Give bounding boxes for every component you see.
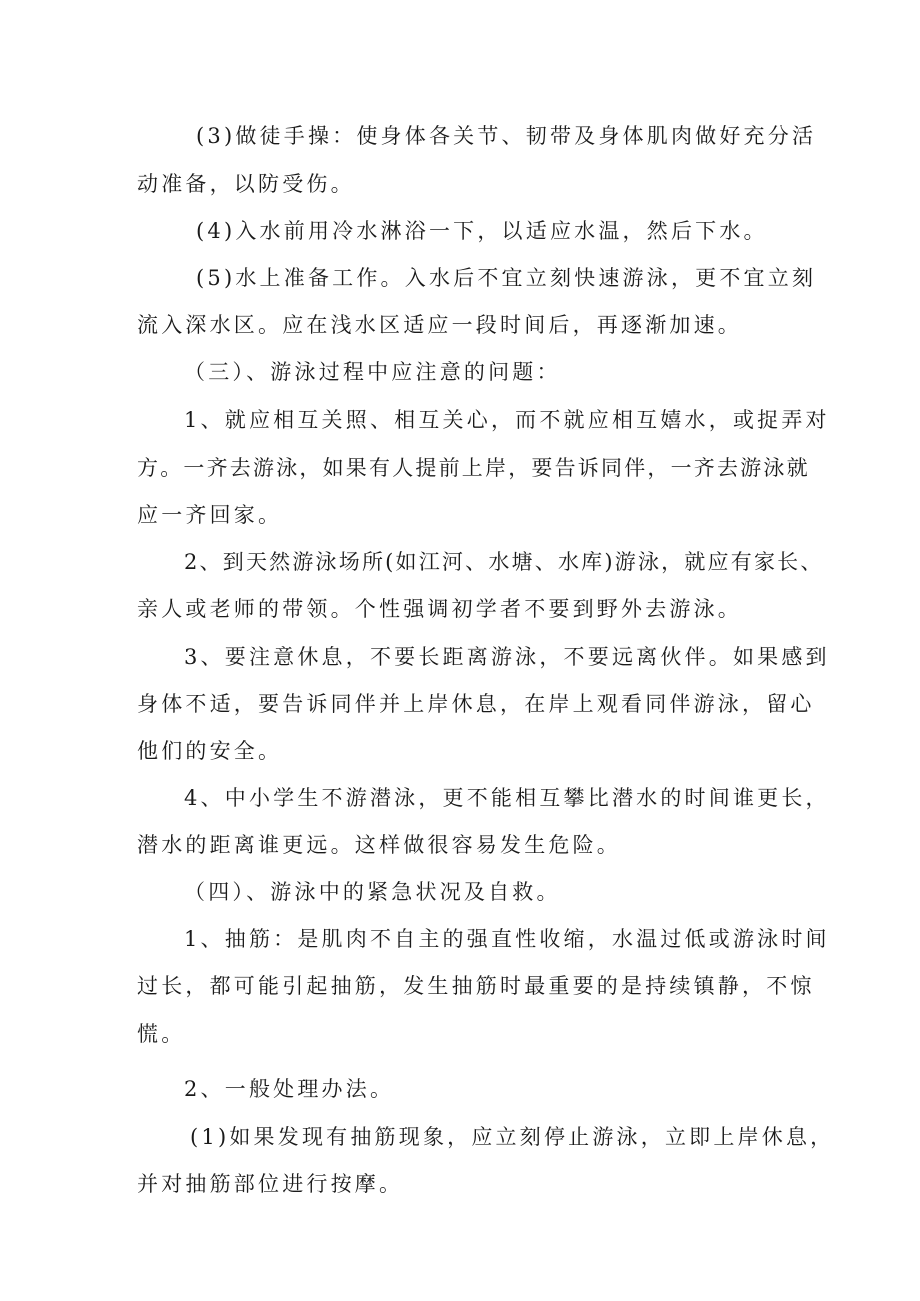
paragraph-line: (5)水上准备工作。入水后不宜立刻快速游泳，更不宜立刻 [196, 266, 817, 290]
paragraph-line: (1)如果发现有抽筋现象，应立刻停止游泳，立即上岸休息， [190, 1125, 835, 1149]
paragraph-line: 动准备，以防受伤。 [137, 172, 355, 196]
section-heading: （三）、游泳过程中应注意的问题： [184, 360, 561, 384]
paragraph-line: 潜水的距离谁更远。这样做很容易发生危险。 [137, 833, 621, 857]
paragraph-line: 1、抽筋：是肌肉不自主的强直性收缩，水温过低或游泳时间 [184, 927, 830, 951]
paragraph-line: 1、就应相互关照、相互关心，而不就应相互嬉水，或捉弄对 [184, 408, 830, 432]
paragraph-line: 3、要注意休息，不要长距离游泳，不要远离伙伴。如果感到 [184, 645, 830, 669]
paragraph-line: 亲人或老师的带领。个性强调初学者不要到野外去游泳。 [137, 597, 742, 621]
paragraph-line: 2、一般处理办法。 [184, 1077, 395, 1101]
paragraph-line: 2、到天然游泳场所(如江河、水塘、水库)游泳，就应有家长、 [184, 550, 824, 574]
section-heading: （四）、游泳中的紧急状况及自救。 [184, 880, 561, 904]
paragraph-line: 方。一齐去游泳，如果有人提前上岸，要告诉同伴，一齐去游泳就 [137, 456, 810, 480]
paragraph-line: 过长，都可能引起抽筋，发生抽筋时最重要的是持续镇静，不惊 [137, 974, 815, 998]
paragraph-line: (4)入水前用冷水淋浴一下，以适应水温，然后下水。 [196, 219, 768, 243]
paragraph-line: 4、中小学生不游潜泳，更不能相互攀比潜水的时间谁更长， [184, 786, 830, 810]
paragraph-line: 并对抽筋部位进行按摩。 [137, 1172, 404, 1196]
paragraph-line: 应一齐回家。 [137, 503, 283, 527]
paragraph-line: 他们的安全。 [137, 739, 283, 763]
paragraph-line: 慌。 [137, 1022, 186, 1046]
paragraph-line: 流入深水区。应在浅水区适应一段时间后，再逐渐加速。 [137, 313, 742, 337]
paragraph-line: (3)做徒手操：使身体各关节、韧带及身体肌肉做好充分活 [196, 124, 817, 148]
paragraph-line: 身体不适，要告诉同伴并上岸休息，在岸上观看同伴游泳，留心 [137, 692, 815, 716]
